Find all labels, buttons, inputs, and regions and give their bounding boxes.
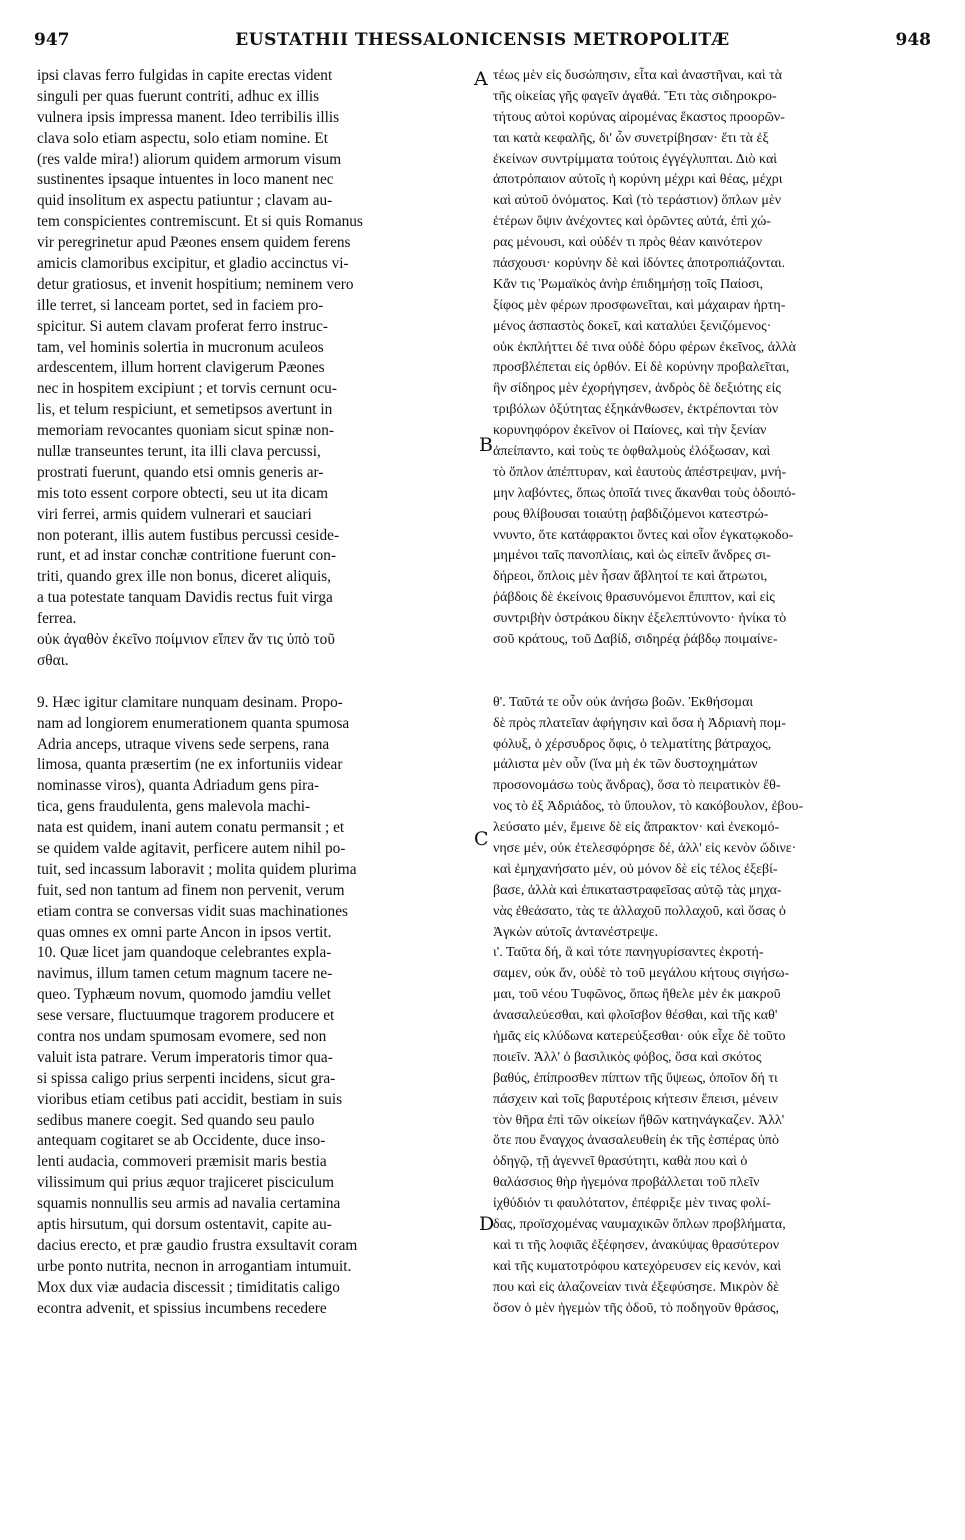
text-line: προσονομάσω τοὺς ἄνδρας), ὅσα τὸ πειρατικὸν ἔθ- <box>493 778 781 794</box>
text-line: ρας μένουσι, καὶ οὐδέν τι πρὸς θέαν καινότερον <box>493 235 763 251</box>
text-line: sustinentes ipsaque intuentes in loco manent nec <box>37 171 334 189</box>
text-line: nominasse viros), quanta Adriadum gens pira- <box>37 777 320 795</box>
text-line: βαθύς, ἐπίπροσθεν πίπτων τῆς ὕψεως, ὁποῖον δή τι <box>493 1070 778 1086</box>
text-line: 10. Quæ licet jam quandoque celebrantes expla- <box>37 944 332 962</box>
text-line: runt, et ad instar conchæ contritione fuerunt con- <box>37 547 337 565</box>
text-line: δας, προϊσχομένας ναυμαχικῶν ὅπλων προβλήματα, <box>493 1216 786 1232</box>
text-line: memoriam revocantes quoniam sicut spinæ non- <box>37 422 334 440</box>
text-line: Mox dux viæ audacia discessit ; timiditatis caligo <box>37 1278 340 1296</box>
text-line: σαμεν, οὐκ ἄν, οὐδὲ τὸ τοῦ μεγάλου κήτους σιγήσω- <box>493 966 790 982</box>
text-line: φόλυξ, ὁ χέρσυδρος ὄφις, ὁ τελματίτης βάτραχος, <box>493 736 772 752</box>
text-line: νος τὸ ἐξ Ἀδριάδος, τὸ ὕπουλον, τὸ κακόβουλον, ἐβου- <box>493 799 804 815</box>
text-line: ἰχθύδιόν τι φαυλότατον, ἐπέφριξε μὲν τινας φολί- <box>493 1196 771 1212</box>
text-line: tam, vel hominis solertia in mucronum aculeos <box>37 338 324 356</box>
text-line: μάλιστα μὲν οὖν (ἵνα μὴ ἐκ τῶν δυστοχημάτων <box>493 757 758 773</box>
text-line: μαι, τοῦ νέου Τυφῶνος, ὅπως ἤθελε μὲν ἐκ μακροῦ <box>493 987 781 1003</box>
text-line: squamis nonnullis seu armis ad navalia certamina <box>37 1195 341 1213</box>
text-line: κορυνηφόρον ἐκεῖνον οἱ Παίονες, καὶ τὴν ξενίαν <box>493 423 767 439</box>
column-marker-b: B <box>479 434 493 456</box>
text-line: Κἄν τις Ῥωμαϊκὸς ἀνὴρ ἐπιδημήσῃ τοῖς Παίοσι, <box>493 276 764 292</box>
text-line: ἣν σίδηρος μὲν ἐχορήγησεν, ἀνδρὸς δὲ δεξιότης εἰς <box>493 381 781 397</box>
text-line: σοῦ κράτους, τοῦ Δαβίδ, σιδηρέᾳ ῥάβδῳ ποιμαίνε- <box>493 632 778 648</box>
column-marker-d: D <box>479 1213 495 1235</box>
text-line: λεύσατο μέν, ἔμεινε δὲ εἰς ἄπρακτον· καὶ ἐνεκομό- <box>493 820 780 836</box>
text-line: econtra advenit, et spissius incumbens recedere <box>37 1299 327 1317</box>
text-line: Adria anceps, utraque vivens sede serpens, rana <box>37 735 330 753</box>
text-line: πάσχειν καὶ τοῖς βαρυτέροις κήτεσιν ἔπεισι, μένειν <box>493 1091 778 1107</box>
text-line: clava solo etiam aspectu, solo etiam nomine. Et <box>37 129 328 147</box>
text-line: θ'. Ταῦτά τε οὖν οὐκ ἀνήσω βοῶν. Ἐκθήσομαι <box>493 694 754 710</box>
text-line <box>493 672 931 693</box>
text-line: ῥάβδοις δὲ ἐκείνοις θρασυνόμενοι ἔπιπτον, καὶ εἰς <box>493 590 775 606</box>
text-line: spicitur. Si autem clavam proferat ferro instruc- <box>37 317 328 335</box>
text-line: καὶ τῆς κυματοτρόφου κατεχόρευσεν εἰς κενόν, καὶ <box>493 1258 782 1274</box>
text-line: mis toto essent corpore obtecti, seu ut ita dicam <box>37 484 328 502</box>
text-line: ardescentem, illum horrent clavigerum Pæones <box>37 359 325 377</box>
text-line: ὅτε που ἔναγχος ἀνασαλευθείη ἐκ τῆς ἑσπέρας ὑπὸ <box>493 1133 780 1149</box>
text-line: 9. Hæc igitur clamitare nunquam desinam. Propo- <box>37 693 343 711</box>
text-line: ννυντο, ὅτε κατάφρακτοι ὄντες καὶ οἷον ἐγκατῳκοδο- <box>493 527 794 543</box>
text-line: vulnera ipsis impressa manent. Ideo terribilis illis <box>37 108 340 126</box>
text-line: nullæ transeuntes terunt, ita illi clava percussi, <box>37 443 321 461</box>
text-line: queo. Typhæum novum, quomodo jamdiu vellet <box>37 986 331 1004</box>
text-line: βασε, ἀλλὰ καὶ ἐπικαταστραφεῖσας αὐτῷ τὰς μηχα- <box>493 882 782 898</box>
text-line: sedibus manere coegit. Sed quando seu paulo <box>37 1111 315 1129</box>
text-line: aptis hirsutum, qui dorsum ostentavit, capite au- <box>37 1215 332 1233</box>
text-line: καὶ τι τῆς λοφιᾶς ἐξέφησεν, ἀνακύψας θρασύτερον <box>493 1237 780 1253</box>
text-line <box>37 672 473 693</box>
text-line: singuli per quas fuerunt contriti, adhuc ex illis <box>37 87 320 105</box>
text-line: fuit, sed non tantum ad finem non pervenit, verum <box>37 881 345 899</box>
text-line: νησε μέν, οὐκ ἐτελεσφόρησε δέ, ἀλλ' εἰς κενὸν ὤδινε· <box>493 840 797 856</box>
text-line: prostrati fuerunt, quando etsi omnis generis ar- <box>37 463 324 481</box>
text-line: ξίφος μὲν φέρων προσφωνεῖται, καὶ μάχαιραν ἠρτη- <box>493 297 786 313</box>
text-line: lis, et telum respiciunt, et semetipsos avertunt in <box>37 401 333 419</box>
text-line: ται κατὰ κεφαλῆς, δι' ὧν συνετρίβησαν· ἔτι τὰ ἐξ <box>493 130 769 146</box>
text-line: προσβλέπεται εἰς ὀρθόν. Εἰ δὲ κορύνην προβαλεῖται, <box>493 360 790 376</box>
text-line: ferrea. <box>37 610 77 628</box>
page-number-right: 948 <box>895 30 931 50</box>
text-line: valuit ista patrare. Verum imperatoris timor qua- <box>37 1048 333 1066</box>
text-line: dacius erecto, et præ gaudio frustra exsultavit coram <box>37 1236 358 1254</box>
text-line: detur gratiosus, et invenit hospitium; neminem vero <box>37 275 354 293</box>
text-line: si spissa caligo prius serpenti incidens, sicut gra- <box>37 1069 336 1087</box>
text-line: ἑτέρων ὄψιν ἀνέχοντες καὶ ὁρῶντες αὐτά, ἐπὶ χώ- <box>493 214 771 230</box>
text-line: vir peregrinetur apud Pæones ensem quidem ferens <box>37 234 351 252</box>
text-line: sese versare, fluctuumque tragorem producere et <box>37 1007 335 1025</box>
text-line: οὐκ ἀγαθὸν ἐκεῖνο ποίμνιον εἴπεν ἄν τις ὑπὸ τοῦ <box>37 631 335 649</box>
text-line: a tua potestate tanquam Davidis rectus fuit virga <box>37 589 333 607</box>
text-line: τὸ ὅπλον ἀπέπτυραν, καὶ ἑαυτοὺς ἀπέστρεψαν, μνή- <box>493 464 787 480</box>
text-line: urbe ponto nutrita, necnon in arrogantiam intumuit. <box>37 1257 352 1275</box>
text-line: ὁδηγῷ, τῇ ἀγεννεῖ θρασύτητι, καθὰ που καὶ ὁ <box>493 1154 748 1170</box>
text-line: limosa, quanta præsertim (ne ex infortuniis videar <box>37 756 343 774</box>
text-line: vilissimum qui prius æquor trajiceret pisciculum <box>37 1174 334 1192</box>
text-line: ἀνασαλεύεσθαι, καὶ φλοῖσβον θέσθαι, καὶ τῆς καθ' <box>493 1008 778 1024</box>
text-line: δήρεοι, ὅπλοις μὲν ἦσαν ἄβλητοί τε καὶ ἄτρωτοι, <box>493 569 768 585</box>
text-line: ἀποτρόπαιον αὐτοῖς ἡ κορύνη μέχρι καὶ θέας, μέχρι <box>493 172 783 188</box>
text-line: tuit, sed incassum laboravit ; molita quidem plurima <box>37 860 357 878</box>
text-line: ἡμᾶς εἰς κλύδωνα κατερεύξεσθαι· οὐκ εἶχε δὲ τοῦτο <box>493 1028 786 1044</box>
text-line: μένος ἀσπαστὸς δοκεῖ, καὶ καταλύει ξενιζόμενος· <box>493 318 772 334</box>
text-line: Ἀγκὼν αὐτοῖς ἀντανέστρεψε. <box>493 924 659 940</box>
text-line: μην λαβόντες, ὅπως ὁποῖά τινες ἄκανθαι τοὺς ὁδοιπό- <box>493 485 796 501</box>
column-marker-a: A <box>474 68 488 90</box>
text-line: contra nos undam spumosam evomere, sed non <box>37 1027 327 1045</box>
text-line: quid insolitum ex aspectu patiuntur ; clavam au- <box>37 192 333 210</box>
text-line: navimus, illum tamen cetum magnum tacere ne- <box>37 965 333 983</box>
running-header <box>30 30 935 60</box>
text-line: δὲ πρὸς πλατεῖαν ἀφήγησιν καὶ ὅσα ἡ Ἀδριανὴ πομ- <box>493 715 787 731</box>
text-line: οὐκ ἐκπλήττει δέ τινα οὐδὲ δόρυ φέρων ἐκεῖνος, ἀλλὰ <box>493 339 797 355</box>
text-line: quas omnes ex omni parte Ancon in ipsos vertit. <box>37 923 332 941</box>
text-line: σθαι. <box>37 651 69 669</box>
text-line: viri ferrei, armis quidem vulnerari et sauciari <box>37 505 312 523</box>
text-line: ipsi clavas ferro fulgidas in capite erectas vident <box>37 67 333 84</box>
text-line: ille terret, si lanceam portet, sed in faciem pro- <box>37 296 324 314</box>
text-line: ὅσον ὁ μὲν ἡγεμὼν τῆς ὁδοῦ, τὸ ποδηγοῦν θράσος, <box>493 1300 779 1316</box>
text-line: nata est quidem, inani autem conatu permansit ; et <box>37 819 345 837</box>
text-line: θαλάσσιος θὴρ ἡγεμόνα προβάλλεται τοῦ πλεῖν <box>493 1175 760 1191</box>
text-line: τὸν θῆρα ἐπὶ τῶν οἰκείων ἤθῶν κατηνάγκαζεν. Ἀλλ' <box>493 1112 785 1128</box>
text-line: triti, quando grex ille non bonus, diceret aliquis, <box>37 568 331 586</box>
text-line: ποιεῖν. Ἀλλ' ὁ βασιλικὸς φόβος, ὅσα καὶ σκότος <box>493 1049 762 1065</box>
text-line: μημένοι ταῖς πανοπλίαις, καὶ ὡς εἰπεῖν ἄνδρες σι- <box>493 548 771 564</box>
text-line: ι'. Ταῦτα δή, ἃ καὶ τότε πανηγυρίσαντες ἐκροτή- <box>493 945 764 961</box>
text-line: πάσχουσι· κορύνην δὲ καὶ ἰδόντες ἀποτροπιάζονται. <box>493 256 786 272</box>
text-line: που καὶ εἰς ἀλαζονείαν τινὰ ἐξεφύσησε. Μικρὸν δὲ <box>493 1279 780 1295</box>
page-number-left: 947 <box>34 30 70 50</box>
text-line: τήτους αὐτοὶ κορύνας αἰρομένας ἕκαστος προορῶν- <box>493 109 785 125</box>
text-line: καὶ ἐμηχανήσατο μέν, οὐ μόνον δὲ εἰς τέλος ἐξεβί- <box>493 861 778 877</box>
text-line <box>493 651 931 672</box>
text-line: non poterant, illis autem fustibus percussi ceside- <box>37 526 340 544</box>
column-marker-c: C <box>474 828 489 850</box>
text-line: ἐκείνων συντρίμματα τούτοις ἐγγέγλυπται. Διὸ καὶ <box>493 151 778 167</box>
running-title: EUSTATHII THESSALONICENSIS METROPOLITÆ <box>235 30 730 50</box>
text-line: τριβόλων ὀξύτητας ἐξηκάνθωσεν, ἐκτρέπονται τὸν <box>493 402 779 418</box>
text-line: ἀπείπαντο, καὶ τοὺς τε ὀφθαλμοὺς ἐλόξωσαν, καὶ <box>493 444 771 460</box>
text-line: (res valde mira!) aliorum quidem armorum visum <box>37 150 342 168</box>
text-line: νὰς ἐθεάσατο, τὰς τε ἀλλαχοῦ πολλαχοῦ, καὶ ὅσας ὁ <box>493 903 786 919</box>
greek-column <box>493 66 931 1319</box>
text-line: τέως μὲν εἰς δυσώπησιν, εἶτα καὶ ἀναστῆναι, καὶ τὰ <box>493 68 783 83</box>
text-line: ρους θλίβουσαι τοιαύτῃ ῥαβδιζόμενοι κατεστρώ- <box>493 506 769 522</box>
text-line: nec in hospitem excipiunt ; et torvis cernunt ocu- <box>37 380 337 398</box>
text-line: καὶ αὐτοῦ ὀνόματος. Καὶ (τὸ τεράστιον) ὅπλων μὲν <box>493 193 782 209</box>
text-line: vioribus etiam cetibus pati accidit, bestiam in suis <box>37 1090 343 1108</box>
text-line: lenti audacia, commoveri præmisit maris bestia <box>37 1153 327 1171</box>
text-line: se quidem valde agitavit, perficere autem nihil po- <box>37 839 346 857</box>
text-line: etiam contra se conversas vidit suas machinationes <box>37 902 348 920</box>
text-line: tem conspicientes contremiscunt. Et si quis Romanus <box>37 213 363 231</box>
text-line: nam ad longiorem enumerationem quanta spumosa <box>37 714 350 732</box>
text-line: antequam cogitaret se ab Occidente, duce inso- <box>37 1132 326 1150</box>
latin-column <box>37 66 473 1319</box>
text-line: amicis clamoribus excipitur, et gladio accinctus vi- <box>37 255 349 273</box>
text-line: συντριβὴν ὀστράκου δίκην ἐξελεπτύνοντο· ἡνίκα τὸ <box>493 611 787 627</box>
text-line: tica, gens fraudulenta, gens malevola machi- <box>37 798 311 816</box>
text-line: τῆς οἰκείας γῆς φαγεῖν ἀγαθά. Ἔτι τὰς σιδηροκρο- <box>493 88 777 104</box>
